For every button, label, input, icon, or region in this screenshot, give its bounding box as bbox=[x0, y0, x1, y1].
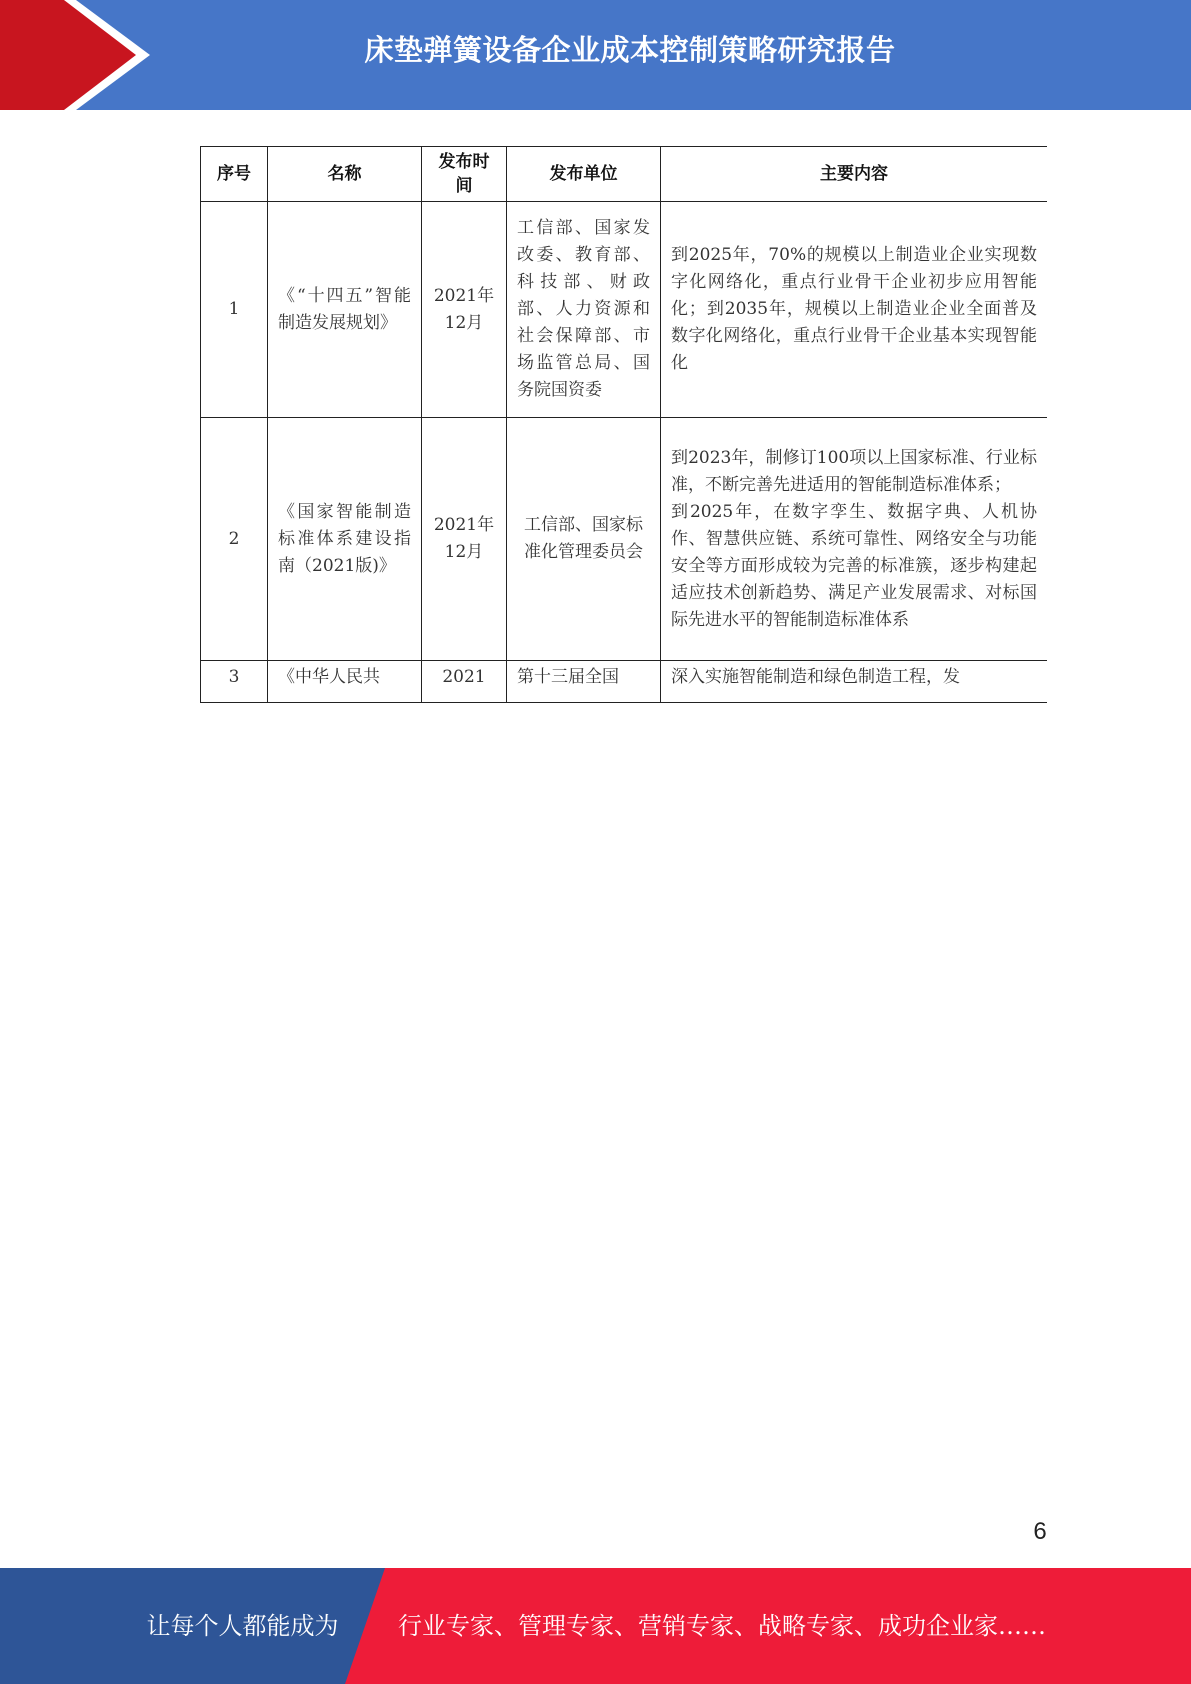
row-index: 1 bbox=[201, 202, 268, 418]
page-number: 6 bbox=[1033, 1518, 1047, 1545]
row-issuer: 工信部、国家标准化管理委员会 bbox=[507, 418, 661, 661]
policy-table-container bbox=[200, 146, 1047, 704]
row-content-line: 到2023年，制修订100项以上国家标准、行业标准，不断完善先进适用的智能制造标准体系； bbox=[671, 447, 1037, 495]
row-index: 2 bbox=[201, 418, 268, 661]
report-title: 床垫弹簧设备企业成本控制策略研究报告 bbox=[364, 33, 896, 67]
row-date: 2021 bbox=[422, 661, 507, 703]
header-issuer: 发布单位 bbox=[507, 147, 661, 202]
header-name: 名称 bbox=[268, 147, 422, 202]
table-row bbox=[201, 202, 1048, 418]
header-index: 序号 bbox=[201, 147, 268, 202]
footer-banner bbox=[0, 1568, 1191, 1684]
row-issuer: 第十三届全国 bbox=[507, 661, 661, 703]
header-date: 发布时间 bbox=[422, 147, 507, 202]
table-row bbox=[201, 661, 1048, 703]
row-index: 3 bbox=[201, 661, 268, 703]
row-content-line: 到2025年，在数字孪生、数据字典、人机协作、智慧供应链、系统可靠性、网络安全与功能安全等方面形成较为完善的标准簇，逐步构建起适应技术创新趋势、满足产业发展需求、对标国际先进水平的智能制造标准体系 bbox=[671, 501, 1037, 630]
row-content bbox=[661, 418, 1048, 661]
row-date: 2021年12月 bbox=[422, 202, 507, 418]
row-name: 《“十四五”智能制造发展规划》 bbox=[268, 202, 422, 418]
header-content: 主要内容 bbox=[661, 147, 1048, 202]
header-arrow-decoration bbox=[0, 0, 160, 110]
table-row bbox=[201, 418, 1048, 661]
row-content: 到2025年，70%的规模以上制造业企业实现数字化网络化，重点行业骨干企业初步应用智能化；到2035年，规模以上制造业企业全面普及数字化网络化，重点行业骨干企业基本实现智能化 bbox=[661, 202, 1048, 418]
policy-table bbox=[200, 146, 1047, 703]
row-name: 《国家智能制造标准体系建设指南（2021版)》 bbox=[268, 418, 422, 661]
footer-slogan-right: 行业专家、管理专家、营销专家、战略专家、成功企业家…… bbox=[398, 1612, 1046, 1640]
footer-slogan-left: 让每个人都能成为 bbox=[146, 1612, 339, 1640]
row-name: 《中华人民共 bbox=[268, 661, 422, 703]
row-issuer: 工信部、国家发改委、教育部、科技部、财政部、人力资源和社会保障部、市场监管总局、国务院国资委 bbox=[507, 202, 661, 418]
table-header-row bbox=[201, 147, 1048, 202]
header-bar bbox=[0, 0, 1191, 110]
row-date: 2021年12月 bbox=[422, 418, 507, 661]
row-content: 深入实施智能制造和绿色制造工程，发 bbox=[661, 661, 1048, 703]
